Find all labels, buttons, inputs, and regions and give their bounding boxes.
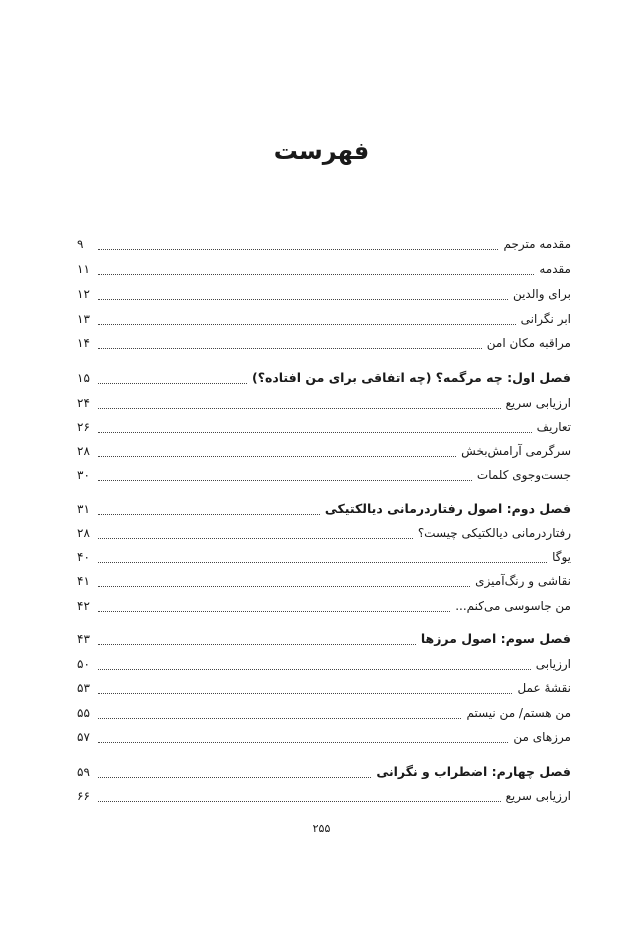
- dot-leader: [98, 538, 413, 539]
- toc-entry-title: مقدمه: [539, 262, 571, 276]
- dot-leader: [98, 514, 320, 515]
- chapter-label: فصل اول: [512, 370, 571, 385]
- toc-entry-title: مقدمه مترجم: [503, 237, 571, 251]
- toc-entry-title: ارزیابی: [535, 657, 571, 671]
- toc-entry[interactable]: [77, 547, 571, 567]
- toc-entry-page: ۹: [77, 237, 84, 251]
- toc-entry[interactable]: [77, 703, 571, 723]
- toc-entry-page: ۱۵: [77, 371, 90, 385]
- toc-entry[interactable]: [77, 234, 571, 254]
- dot-leader: [98, 324, 516, 325]
- toc-entry-page: ۳۱: [77, 502, 90, 516]
- dot-leader: [98, 801, 501, 802]
- toc-entry[interactable]: [77, 441, 571, 461]
- toc-entry[interactable]: [77, 654, 571, 674]
- toc-entry-title: رفتاردرمانی دیالکتیکی چیست؟: [417, 526, 571, 540]
- chapter-name: اصول مرزها: [420, 631, 497, 646]
- dot-leader: [98, 586, 470, 587]
- dot-leader: [98, 777, 371, 778]
- toc-entry-title: ارزیابی سریع: [505, 789, 571, 803]
- toc-entry[interactable]: [77, 284, 571, 304]
- dot-leader: [98, 480, 472, 481]
- toc-entry-title: جست‌وجوی کلمات: [476, 468, 571, 482]
- toc-entry-page: ۴۳: [77, 632, 90, 646]
- dot-leader: [98, 644, 416, 645]
- chapter-label: فصل سوم: [505, 631, 571, 646]
- toc-entry[interactable]: [77, 571, 571, 591]
- dot-leader: [98, 669, 531, 670]
- toc-entry-page: ۱۲: [77, 287, 90, 301]
- toc-entry-page: ۵۹: [77, 765, 90, 779]
- toc-entry-page: ۱۱: [77, 262, 90, 276]
- toc-entry-page: ۲۶: [77, 420, 90, 434]
- toc-entry-title: یوگا: [552, 550, 571, 564]
- toc-entry-page: ۴۲: [77, 599, 90, 613]
- toc-entry[interactable]: [77, 417, 571, 437]
- toc-entry[interactable]: [77, 786, 571, 806]
- dot-leader: [98, 348, 482, 349]
- toc-entry-page: ۱۳: [77, 312, 90, 326]
- toc-entry-title: من جاسوسی می‌کنم...: [455, 599, 571, 613]
- toc-entry-page: ۵۳: [77, 681, 90, 695]
- dot-leader: [98, 249, 498, 250]
- toc-entry-title: نقاشی و رنگ‌آمیزی: [475, 574, 571, 588]
- toc-entry-title: ارزیابی سریع: [505, 396, 571, 410]
- dot-leader: [98, 611, 450, 612]
- toc-entry-title: مرزهای من: [513, 730, 571, 744]
- toc-chapter-entry[interactable]: [77, 499, 571, 519]
- toc-entry-title: سرگرمی آرامش‌بخش: [461, 444, 571, 458]
- toc-chapter-title: فصل چهارم: اضطراب و نگرانی: [376, 764, 571, 779]
- dot-leader: [98, 299, 508, 300]
- toc-entry-page: ۲۸: [77, 444, 90, 458]
- dot-leader: [98, 562, 547, 563]
- toc-chapter-title: فصل دوم: اصول رفتاردرمانی دیالکتیکی: [324, 501, 571, 516]
- toc-chapter-title: فصل سوم: اصول مرزها: [420, 631, 571, 646]
- toc-entry[interactable]: [77, 523, 571, 543]
- chapter-name: اضطراب و نگرانی: [376, 764, 488, 779]
- toc-entry[interactable]: [77, 678, 571, 698]
- toc-entry-title: ابر نگرانی: [520, 312, 571, 326]
- toc-entry-page: ۵۵: [77, 706, 90, 720]
- toc-entry-page: ۵۷: [77, 730, 90, 744]
- toc-entry-title: مراقبه مکان امن: [486, 336, 571, 350]
- page-number: ۲۵۵: [312, 822, 331, 835]
- toc-entry-page: ۱۴: [77, 336, 90, 350]
- toc-entry[interactable]: [77, 259, 571, 279]
- toc-entry-title: تعاریف: [536, 420, 571, 434]
- toc-chapter-entry[interactable]: [77, 629, 571, 649]
- toc-chapter-title: فصل اول: چه مرگمه؟ (چه اتفاقی برای من افتاده؟): [251, 370, 571, 385]
- toc-entry-title: من هستم/ من نیستم: [466, 706, 571, 720]
- toc-entry-page: ۲۴: [77, 396, 90, 410]
- chapter-name: اصول رفتاردرمانی دیالکتیکی: [324, 501, 503, 516]
- toc-entry-page: ۶۶: [77, 789, 90, 803]
- toc-entry-page: ۲۸: [77, 526, 90, 540]
- toc-entry[interactable]: [77, 465, 571, 485]
- dot-leader: [98, 742, 508, 743]
- toc-entry-page: ۴۰: [77, 550, 90, 564]
- chapter-label: فصل دوم: [511, 501, 571, 516]
- dot-leader: [98, 432, 532, 433]
- dot-leader: [98, 274, 534, 275]
- toc-entry[interactable]: [77, 393, 571, 413]
- dot-leader: [98, 693, 512, 694]
- toc-entry-title: برای والدین: [512, 287, 571, 301]
- toc-entry-title: نقشهٔ عمل: [517, 681, 571, 695]
- chapter-label: فصل چهارم: [496, 764, 571, 779]
- toc-entry-page: ۵۰: [77, 657, 90, 671]
- dot-leader: [98, 718, 461, 719]
- page-title: فهرست: [273, 137, 370, 165]
- toc-entry-page: ۳۰: [77, 468, 90, 482]
- toc-entry[interactable]: [77, 309, 571, 329]
- toc-entry[interactable]: [77, 727, 571, 747]
- dot-leader: [98, 408, 501, 409]
- chapter-name: چه مرگمه؟ (چه اتفاقی برای من افتاده؟): [251, 370, 503, 385]
- toc-chapter-entry[interactable]: [77, 368, 571, 388]
- toc-entry[interactable]: [77, 333, 571, 353]
- toc-entry-page: ۴۱: [77, 574, 90, 588]
- toc-entry[interactable]: [77, 596, 571, 616]
- dot-leader: [98, 383, 247, 384]
- dot-leader: [98, 456, 456, 457]
- toc-chapter-entry[interactable]: [77, 762, 571, 782]
